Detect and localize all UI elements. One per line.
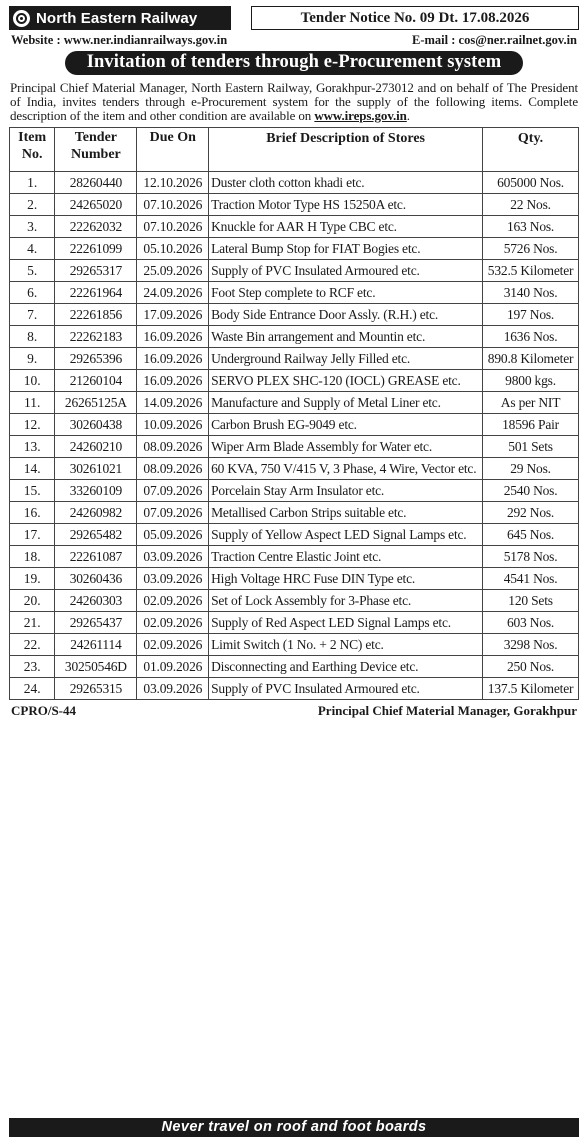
header-item-no: Item No. (10, 128, 55, 172)
qty-cell: 645 Nos. (483, 524, 579, 546)
item-no-cell: 5. (10, 260, 55, 282)
qty-cell: 605000 Nos. (483, 172, 579, 194)
description-cell: 60 KVA, 750 V/415 V, 3 Phase, 4 Wire, Vector etc. (209, 458, 483, 480)
tender-number-cell: 28260440 (55, 172, 137, 194)
description-cell: Metallised Carbon Strips suitable etc. (209, 502, 483, 524)
description-cell: Limit Switch (1 No. + 2 NC) etc. (209, 634, 483, 656)
due-date-cell: 08.09.2026 (137, 436, 209, 458)
ireps-link[interactable]: www.ireps.gov.in (314, 108, 407, 123)
description-cell: Wiper Arm Blade Assembly for Water etc. (209, 436, 483, 458)
table-row (10, 568, 579, 590)
tender-number-cell: 29265315 (55, 678, 137, 700)
table-row (10, 436, 579, 458)
qty-cell: 22 Nos. (483, 194, 579, 216)
due-date-cell: 16.09.2026 (137, 348, 209, 370)
item-no-cell: 6. (10, 282, 55, 304)
email-text: E-mail : cos@ner.railnet.gov.in (412, 33, 577, 47)
table-row (10, 326, 579, 348)
due-date-cell: 03.09.2026 (137, 678, 209, 700)
qty-cell: 250 Nos. (483, 656, 579, 678)
header-description: Brief Description of Stores (209, 128, 483, 172)
tender-number-cell: 22261964 (55, 282, 137, 304)
due-date-cell: 02.09.2026 (137, 590, 209, 612)
due-date-cell: 07.10.2026 (137, 194, 209, 216)
qty-cell: 1636 Nos. (483, 326, 579, 348)
due-date-cell: 24.09.2026 (137, 282, 209, 304)
due-date-cell: 03.09.2026 (137, 546, 209, 568)
item-no-cell: 12. (10, 414, 55, 436)
qty-cell: 5178 Nos. (483, 546, 579, 568)
due-date-cell: 05.09.2026 (137, 524, 209, 546)
description-cell: Traction Centre Elastic Joint etc. (209, 546, 483, 568)
table-row (10, 458, 579, 480)
qty-cell: 4541 Nos. (483, 568, 579, 590)
table-body (10, 172, 579, 700)
tender-notice-number: Tender Notice No. 09 Dt. 17.08.2026 (251, 6, 579, 30)
description-cell: Manufacture and Supply of Metal Liner etc. (209, 392, 483, 414)
qty-cell: 5726 Nos. (483, 238, 579, 260)
table-row (10, 480, 579, 502)
item-no-cell: 14. (10, 458, 55, 480)
table-row (10, 634, 579, 656)
cpro-code: CPRO/S-44 (11, 703, 76, 718)
due-date-cell: 02.09.2026 (137, 612, 209, 634)
description-cell: Waste Bin arrangement and Mountin etc. (209, 326, 483, 348)
item-no-cell: 18. (10, 546, 55, 568)
intro-text: Principal Chief Material Manager, North Eastern Railway, Gorakhpur-273012 and on behalf of The President of India, invites tenders through e-Procurement system for the supply of the following items. Complete description of the item and other condition are available on (10, 80, 578, 123)
description-cell: Porcelain Stay Arm Insulator etc. (209, 480, 483, 502)
table-row (10, 590, 579, 612)
item-no-cell: 8. (10, 326, 55, 348)
signatory: Principal Chief Material Manager, Gorakhpur (317, 703, 577, 718)
due-date-cell: 14.09.2026 (137, 392, 209, 414)
item-no-cell: 15. (10, 480, 55, 502)
tender-number-cell: 24260982 (55, 502, 137, 524)
description-cell: Body Side Entrance Door Assly. (R.H.) etc. (209, 304, 483, 326)
table-row (10, 524, 579, 546)
banner-wrap (9, 51, 579, 75)
qty-cell: 890.8 Kilometer (483, 348, 579, 370)
tender-number-cell: 24260303 (55, 590, 137, 612)
tender-number-cell: 30250546D (55, 656, 137, 678)
tender-number-cell: 22262032 (55, 216, 137, 238)
description-cell: Disconnecting and Earthing Device etc. (209, 656, 483, 678)
table-header-row (10, 128, 579, 172)
tender-number-cell: 29265396 (55, 348, 137, 370)
description-cell: SERVO PLEX SHC-120 (IOCL) GREASE etc. (209, 370, 483, 392)
item-no-cell: 23. (10, 656, 55, 678)
table-row (10, 216, 579, 238)
intro-end: . (406, 108, 410, 123)
table-row (10, 392, 579, 414)
item-no-cell: 3. (10, 216, 55, 238)
tender-number-cell: 29265437 (55, 612, 137, 634)
tender-number-cell: 24260210 (55, 436, 137, 458)
header-qty: Qty. (483, 128, 579, 172)
item-no-cell: 21. (10, 612, 55, 634)
item-no-cell: 17. (10, 524, 55, 546)
tender-number-cell: 29265482 (55, 524, 137, 546)
qty-cell: 18596 Pair (483, 414, 579, 436)
tender-number-cell: 30261021 (55, 458, 137, 480)
description-cell: Duster cloth cotton khadi etc. (209, 172, 483, 194)
description-cell: Carbon Brush EG-9049 etc. (209, 414, 483, 436)
tender-number-cell: 24261114 (55, 634, 137, 656)
table-row (10, 194, 579, 216)
qty-cell: As per NIT (483, 392, 579, 414)
item-no-cell: 22. (10, 634, 55, 656)
item-no-cell: 1. (10, 172, 55, 194)
due-date-cell: 01.09.2026 (137, 656, 209, 678)
item-no-cell: 2. (10, 194, 55, 216)
due-date-cell: 07.09.2026 (137, 502, 209, 524)
qty-cell: 501 Sets (483, 436, 579, 458)
description-cell: Foot Step complete to RCF etc. (209, 282, 483, 304)
tender-number-cell: 24265020 (55, 194, 137, 216)
qty-cell: 163 Nos. (483, 216, 579, 238)
due-date-cell: 07.09.2026 (137, 480, 209, 502)
description-cell: Knuckle for AAR H Type CBC etc. (209, 216, 483, 238)
table-row (10, 678, 579, 700)
safety-slogan-bar: Never travel on roof and foot boards (9, 1118, 579, 1137)
table-row (10, 348, 579, 370)
tender-number-cell: 30260438 (55, 414, 137, 436)
description-cell: Supply of Red Aspect LED Signal Lamps etc. (209, 612, 483, 634)
org-brand-bar (9, 6, 231, 30)
tender-number-cell: 22262183 (55, 326, 137, 348)
qty-cell: 603 Nos. (483, 612, 579, 634)
table-row (10, 612, 579, 634)
table-row (10, 370, 579, 392)
due-date-cell: 25.09.2026 (137, 260, 209, 282)
website-text: Website : www.ner.indianrailways.gov.in (11, 33, 228, 47)
description-cell: Supply of Yellow Aspect LED Signal Lamps etc. (209, 524, 483, 546)
table-row (10, 282, 579, 304)
table-row (10, 172, 579, 194)
description-cell: Lateral Bump Stop for FIAT Bogies etc. (209, 238, 483, 260)
due-date-cell: 02.09.2026 (137, 634, 209, 656)
railway-logo-icon (13, 10, 30, 27)
description-cell: Set of Lock Assembly for 3-Phase etc. (209, 590, 483, 612)
qty-cell: 3298 Nos. (483, 634, 579, 656)
due-date-cell: 08.09.2026 (137, 458, 209, 480)
table-row (10, 502, 579, 524)
footer-row (9, 703, 579, 719)
tender-number-cell: 30260436 (55, 568, 137, 590)
qty-cell: 3140 Nos. (483, 282, 579, 304)
header-row (9, 6, 579, 30)
tender-table (9, 127, 579, 700)
qty-cell: 197 Nos. (483, 304, 579, 326)
due-date-cell: 16.09.2026 (137, 326, 209, 348)
item-no-cell: 16. (10, 502, 55, 524)
table-row (10, 414, 579, 436)
description-cell: High Voltage HRC Fuse DIN Type etc. (209, 568, 483, 590)
item-no-cell: 7. (10, 304, 55, 326)
header-tender-number: Tender Number (55, 128, 137, 172)
qty-cell: 9800 kgs. (483, 370, 579, 392)
table-row (10, 546, 579, 568)
item-no-cell: 13. (10, 436, 55, 458)
intro-paragraph (9, 81, 579, 123)
item-no-cell: 20. (10, 590, 55, 612)
tender-number-cell: 22261856 (55, 304, 137, 326)
qty-cell: 120 Sets (483, 590, 579, 612)
due-date-cell: 05.10.2026 (137, 238, 209, 260)
tender-number-cell: 33260109 (55, 480, 137, 502)
org-name: North Eastern Railway (36, 9, 198, 27)
qty-cell: 292 Nos. (483, 502, 579, 524)
qty-cell: 532.5 Kilometer (483, 260, 579, 282)
qty-cell: 137.5 Kilometer (483, 678, 579, 700)
contact-row (9, 33, 579, 48)
tender-number-cell: 21260104 (55, 370, 137, 392)
due-date-cell: 03.09.2026 (137, 568, 209, 590)
item-no-cell: 24. (10, 678, 55, 700)
table-row (10, 260, 579, 282)
table-row (10, 656, 579, 678)
description-cell: Supply of PVC Insulated Armoured etc. (209, 678, 483, 700)
invitation-banner: Invitation of tenders through e-Procurement system (65, 51, 524, 75)
item-no-cell: 11. (10, 392, 55, 414)
description-cell: Underground Railway Jelly Filled etc. (209, 348, 483, 370)
table-row (10, 304, 579, 326)
item-no-cell: 19. (10, 568, 55, 590)
tender-number-cell: 29265317 (55, 260, 137, 282)
tender-number-cell: 22261087 (55, 546, 137, 568)
item-no-cell: 9. (10, 348, 55, 370)
item-no-cell: 10. (10, 370, 55, 392)
tender-number-cell: 22261099 (55, 238, 137, 260)
item-no-cell: 4. (10, 238, 55, 260)
qty-cell: 29 Nos. (483, 458, 579, 480)
due-date-cell: 17.09.2026 (137, 304, 209, 326)
due-date-cell: 16.09.2026 (137, 370, 209, 392)
due-date-cell: 07.10.2026 (137, 216, 209, 238)
header-due-on: Due On (137, 128, 209, 172)
tender-number-cell: 26265125A (55, 392, 137, 414)
table-row (10, 238, 579, 260)
description-cell: Traction Motor Type HS 15250A etc. (209, 194, 483, 216)
description-cell: Supply of PVC Insulated Armoured etc. (209, 260, 483, 282)
qty-cell: 2540 Nos. (483, 480, 579, 502)
due-date-cell: 12.10.2026 (137, 172, 209, 194)
due-date-cell: 10.09.2026 (137, 414, 209, 436)
